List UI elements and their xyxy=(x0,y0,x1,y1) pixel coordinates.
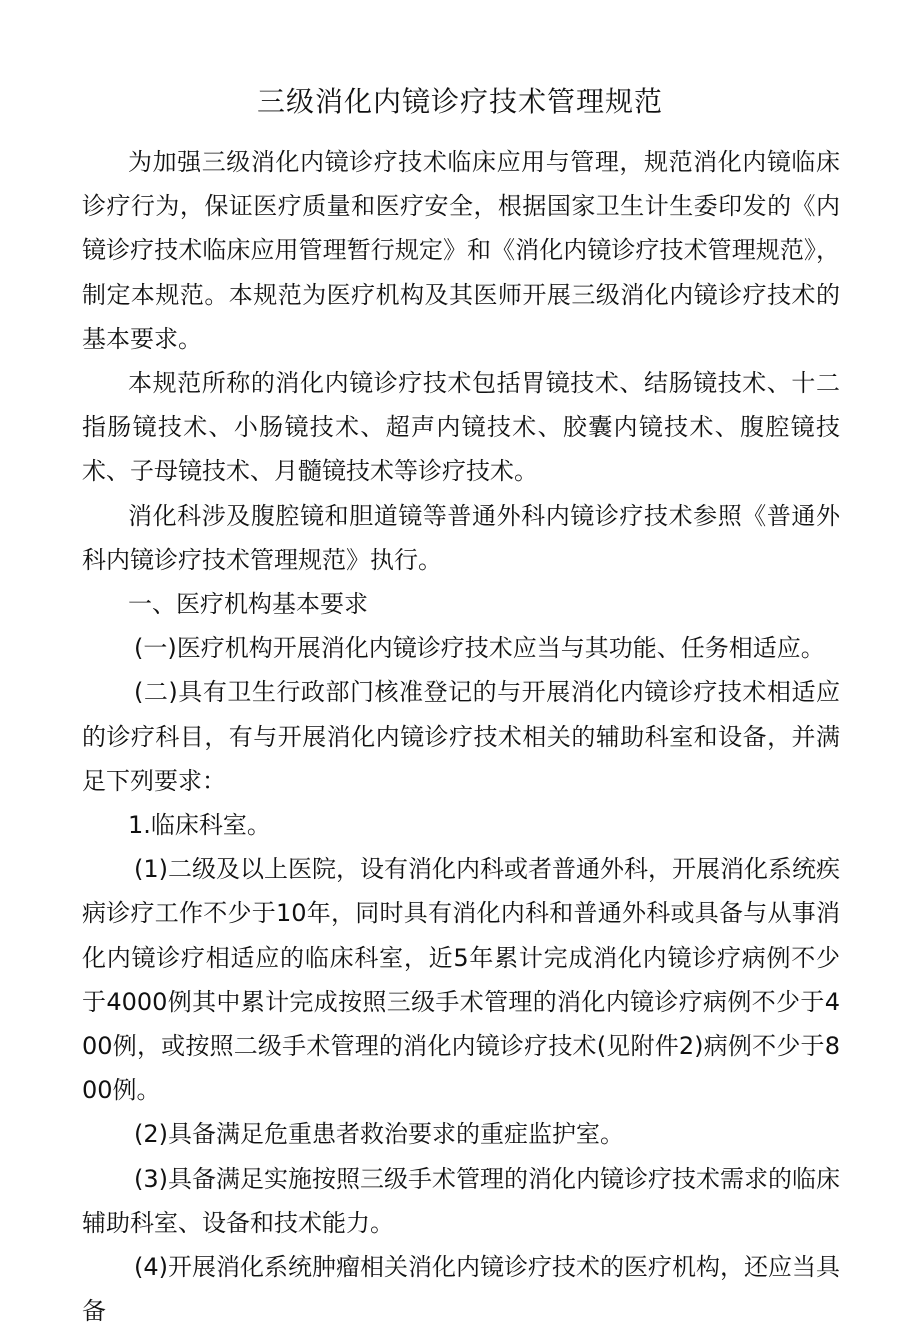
item-2: (2)具备满足危重患者救治要求的重症监护室。 xyxy=(134,1120,624,1149)
subheading-clinical-departments: 1.临床科室。 xyxy=(128,811,271,840)
document-title: 三级消化内镜诊疗技术管理规范 xyxy=(256,85,663,118)
paragraph-scope: 本规范所称的消化内镜诊疗技术包括胃镜技术、结肠镜技术、十二指肠镜技术、小肠镜技术、超声内镜技术、胶囊内镜技术、腹腔镜技术、子母镜技术、月髓镜技术等诊疗技术。 xyxy=(82,369,840,486)
section-heading-institution-requirements: 一、医疗机构基本要求 xyxy=(128,590,368,619)
item-4: (4)开展消化系统肿瘤相关消化内镜诊疗技术的医疗机构，还应当具备 xyxy=(82,1253,840,1326)
item-1: (1)二级及以上医院，设有消化内科或者普通外科，开展消化系统疾病诊疗工作不少于10年，同时具有消化内科和普通外科或具备与从事消化内镜诊疗相适应的临床科室，近5年累计完成消化内镜诊疗病例不少于4000例其中累计完成按照三级手术管理的消化内镜诊疗病例不少于400例，或按照二级手术管理的消化内镜诊疗技术(见附件2)病例不少于800例。 xyxy=(82,855,840,1105)
clause-2: (二)具有卫生行政部门核准登记的与开展消化内镜诊疗技术相适应的诊疗科目，有与开展消化内镜诊疗技术相关的辅助科室和设备，并满足下列要求： xyxy=(82,678,840,795)
paragraph-reference: 消化科涉及腹腔镜和胆道镜等普通外科内镜诊疗技术参照《普通外科内镜诊疗技术管理规范》执行。 xyxy=(82,501,840,574)
item-3: (3)具备满足实施按照三级手术管理的消化内镜诊疗技术需求的临床辅助科室、设备和技术能力。 xyxy=(82,1164,840,1237)
document-body xyxy=(82,140,840,1333)
paragraph-preamble: 为加强三级消化内镜诊疗技术临床应用与管理，规范消化内镜临床诊疗行为，保证医疗质量和医疗安全，根据国家卫生计生委印发的《内镜诊疗技术临床应用管理暂行规定》和《消化内镜诊疗技术管理规范》，制定本规范。本规范为医疗机构及其医师开展三级消化内镜诊疗技术的基本要求。 xyxy=(82,148,840,353)
clause-1: (一)医疗机构开展消化内镜诊疗技术应当与其功能、任务相适应。 xyxy=(134,634,825,663)
